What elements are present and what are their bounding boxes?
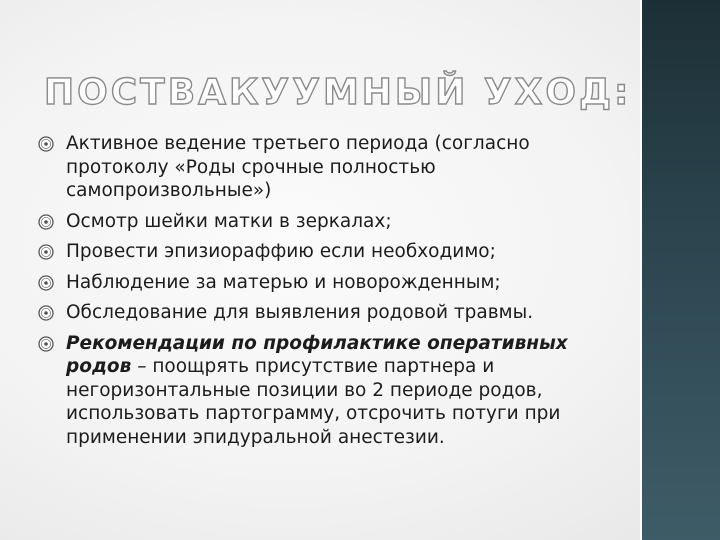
bullet-item-3 — [38, 240, 598, 264]
bullet-item-2 — [38, 210, 598, 234]
bullet-text: Провести эпизиораффию если необходимо; — [66, 241, 496, 262]
bullet-item-6 — [38, 332, 598, 450]
dvd-disc-icon — [38, 214, 54, 230]
dvd-disc-icon — [38, 136, 54, 152]
bullet-text: Активное ведение третьего периода (согласно протоколу «Роды срочные полностью самопроизвольные») — [66, 133, 530, 201]
bullet-item-4 — [38, 271, 598, 295]
bullet-list — [38, 132, 598, 456]
dvd-disc-icon — [38, 336, 54, 352]
bullet-text: Осмотр шейки матки в зеркалах; — [66, 210, 392, 232]
bullet-text: Наблюдение за матерью и новорожденным; — [66, 271, 501, 293]
bullet-text: – поощрять присутствие партнера и негоризонтальные позиции во 2 периоде родов, использовать партограмму, отсрочить потуги при применении эпидуральной анестезии. — [66, 356, 561, 448]
bullet-text: Обследование для выявления родовой травмы. — [66, 302, 534, 323]
bullet-item-5 — [38, 301, 598, 325]
bullet-item-1 — [38, 132, 598, 203]
side-band-divider — [640, 0, 642, 540]
slide-title: ПОСТВАКУУМНЫЙ УХОД: — [44, 72, 632, 113]
dvd-disc-icon — [38, 305, 54, 321]
dvd-disc-icon — [38, 244, 54, 260]
decorative-side-band — [641, 0, 720, 540]
bullet-emphasis: Рекомендации по профилактике оперативных родов — [66, 332, 568, 377]
dvd-disc-icon — [38, 275, 54, 291]
